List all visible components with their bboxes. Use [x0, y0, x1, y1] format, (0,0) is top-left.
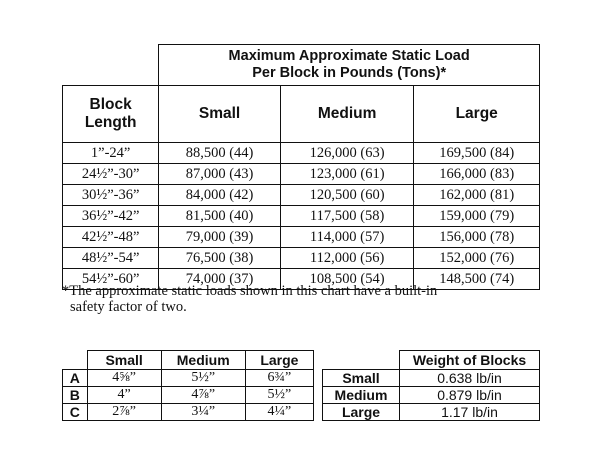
large-load-cell: 159,000 (79) — [414, 206, 540, 227]
block-length-cell: 54½”-60” — [63, 269, 159, 290]
column-header-medium: Medium — [280, 86, 414, 143]
block-length-cell: 48½”-54” — [63, 248, 159, 269]
medium-load-cell: 112,000 (56) — [280, 248, 414, 269]
dimension-header-large: Large — [245, 351, 313, 370]
load-table-title-line1: Maximum Approximate Static Load — [228, 48, 470, 64]
dimension-row-label: B — [63, 387, 88, 404]
weight-row-label: Medium — [323, 387, 400, 404]
small-load-cell: 79,000 (39) — [159, 227, 281, 248]
footnote-line1: *The approximate static loads shown in this chart have a built-in — [62, 283, 438, 299]
table-row — [63, 164, 540, 185]
table-row — [63, 404, 314, 421]
large-load-cell: 166,000 (83) — [414, 164, 540, 185]
dimension-row-label: C — [63, 404, 88, 421]
large-load-cell: 156,000 (78) — [414, 227, 540, 248]
large-load-cell: 162,000 (81) — [414, 185, 540, 206]
dimension-medium-cell: 3¼” — [161, 404, 245, 421]
dimension-large-cell: 6¾” — [245, 370, 313, 387]
block-length-header-line2: Length — [84, 114, 137, 131]
small-load-cell: 87,000 (43) — [159, 164, 281, 185]
table-row — [323, 370, 540, 387]
load-table-header-row — [63, 86, 540, 143]
block-weight-table — [322, 350, 540, 421]
table-row — [323, 387, 540, 404]
weight-table-corner — [323, 351, 400, 370]
small-load-cell: 74,000 (37) — [159, 269, 281, 290]
block-length-cell: 42½”-48” — [63, 227, 159, 248]
large-load-cell: 169,500 (84) — [414, 143, 540, 164]
weight-table-title: Weight of Blocks — [400, 351, 540, 370]
weight-value-cell: 0.879 lb/in — [400, 387, 540, 404]
table-row — [63, 185, 540, 206]
block-length-header — [63, 86, 159, 143]
safety-footnote — [62, 283, 552, 315]
dimension-header-row — [63, 351, 314, 370]
medium-load-cell: 114,000 (57) — [280, 227, 414, 248]
load-table-title-line2: Per Block in Pounds (Tons)* — [252, 65, 447, 81]
load-table-corner — [63, 45, 159, 86]
large-load-cell: 148,500 (74) — [414, 269, 540, 290]
medium-load-cell: 117,500 (58) — [280, 206, 414, 227]
column-header-large: Large — [414, 86, 540, 143]
dimension-header-medium: Medium — [161, 351, 245, 370]
table-row — [63, 370, 314, 387]
weight-value-cell: 1.17 lb/in — [400, 404, 540, 421]
weight-row-label: Small — [323, 370, 400, 387]
static-load-table — [62, 44, 540, 290]
load-table-title-row — [63, 45, 540, 86]
dimension-medium-cell: 5½” — [161, 370, 245, 387]
dimension-small-cell: 4⅝” — [87, 370, 161, 387]
weight-row-label: Large — [323, 404, 400, 421]
load-table-title — [159, 45, 540, 86]
medium-load-cell: 123,000 (61) — [280, 164, 414, 185]
weight-header-row — [323, 351, 540, 370]
column-header-small: Small — [159, 86, 281, 143]
dimension-small-cell: 4” — [87, 387, 161, 404]
block-length-cell: 24½”-30” — [63, 164, 159, 185]
table-row — [63, 227, 540, 248]
dimension-large-cell: 4¼” — [245, 404, 313, 421]
small-load-cell: 81,500 (40) — [159, 206, 281, 227]
large-load-cell: 152,000 (76) — [414, 248, 540, 269]
block-length-header-line1: Block — [89, 96, 132, 113]
medium-load-cell: 126,000 (63) — [280, 143, 414, 164]
dimension-table-corner — [63, 351, 88, 370]
dimension-medium-cell: 4⅞” — [161, 387, 245, 404]
table-row — [323, 404, 540, 421]
table-row — [63, 206, 540, 227]
table-row — [63, 387, 314, 404]
dimension-header-small: Small — [87, 351, 161, 370]
table-row — [63, 248, 540, 269]
block-dimension-table — [62, 350, 314, 421]
dimension-small-cell: 2⅞” — [87, 404, 161, 421]
medium-load-cell: 120,500 (60) — [280, 185, 414, 206]
weight-value-cell: 0.638 lb/in — [400, 370, 540, 387]
dimension-row-label: A — [63, 370, 88, 387]
small-load-cell: 88,500 (44) — [159, 143, 281, 164]
medium-load-cell: 108,500 (54) — [280, 269, 414, 290]
block-length-cell: 36½”-42” — [63, 206, 159, 227]
table-row — [63, 143, 540, 164]
footnote-line2: safety factor of two. — [70, 299, 187, 315]
block-length-cell: 30½”-36” — [63, 185, 159, 206]
small-load-cell: 84,000 (42) — [159, 185, 281, 206]
small-load-cell: 76,500 (38) — [159, 248, 281, 269]
block-length-cell: 1”-24” — [63, 143, 159, 164]
dimension-large-cell: 5½” — [245, 387, 313, 404]
